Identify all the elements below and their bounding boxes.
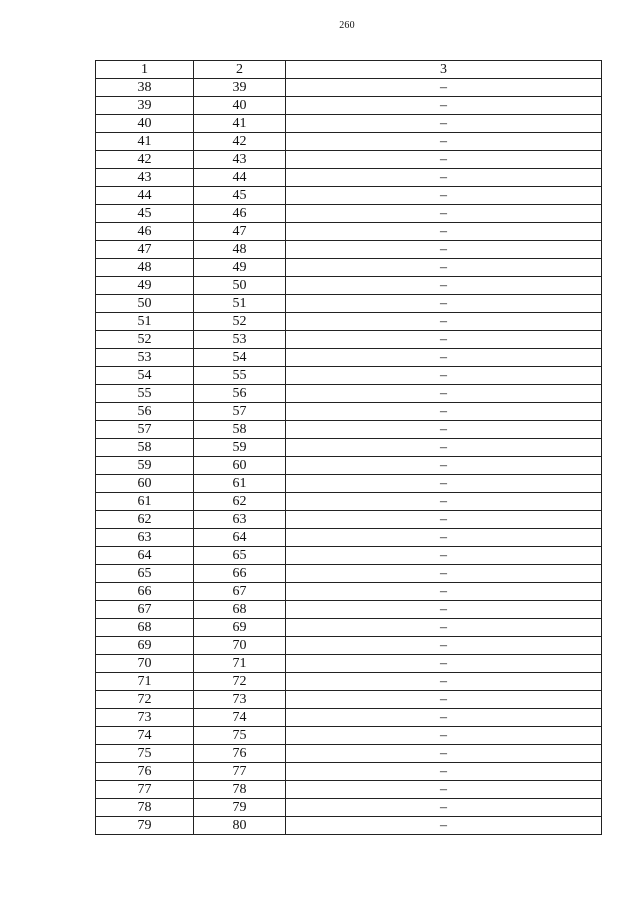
table-cell: – — [286, 403, 602, 421]
table-cell: 47 — [96, 241, 194, 259]
table-cell: 50 — [194, 277, 286, 295]
table-cell: 61 — [194, 475, 286, 493]
table-row — [96, 421, 602, 439]
table-cell: – — [286, 421, 602, 439]
table-cell: – — [286, 799, 602, 817]
table-row — [96, 151, 602, 169]
table-cell: 78 — [194, 781, 286, 799]
table-cell: 60 — [194, 457, 286, 475]
table-cell: 55 — [96, 385, 194, 403]
table-row — [96, 295, 602, 313]
table-cell: 61 — [96, 493, 194, 511]
table-cell: 53 — [96, 349, 194, 367]
table-cell: 77 — [194, 763, 286, 781]
table-cell: 57 — [96, 421, 194, 439]
table-cell: 57 — [194, 403, 286, 421]
table-cell: 39 — [194, 79, 286, 97]
table-row — [96, 727, 602, 745]
table-cell: 68 — [194, 601, 286, 619]
table-cell: – — [286, 367, 602, 385]
table-cell: – — [286, 169, 602, 187]
table-row — [96, 403, 602, 421]
table-cell: – — [286, 511, 602, 529]
table-row — [96, 475, 602, 493]
table-cell: 77 — [96, 781, 194, 799]
table-cell: 73 — [194, 691, 286, 709]
table-cell: 70 — [96, 655, 194, 673]
table-cell: 76 — [96, 763, 194, 781]
table-cell: 64 — [194, 529, 286, 547]
table-row — [96, 349, 602, 367]
column-header: 2 — [194, 61, 286, 79]
table-cell: 79 — [96, 817, 194, 835]
table-row — [96, 673, 602, 691]
table-row — [96, 709, 602, 727]
table-cell: 40 — [96, 115, 194, 133]
table-cell: 49 — [96, 277, 194, 295]
table-cell: 51 — [194, 295, 286, 313]
table-row — [96, 637, 602, 655]
table-cell: 46 — [96, 223, 194, 241]
table-row — [96, 601, 602, 619]
table-row — [96, 223, 602, 241]
table-cell: 56 — [96, 403, 194, 421]
table-cell: – — [286, 475, 602, 493]
table-cell: 59 — [96, 457, 194, 475]
table-cell: – — [286, 79, 602, 97]
table-cell: – — [286, 637, 602, 655]
table-row — [96, 169, 602, 187]
table-cell: – — [286, 619, 602, 637]
table-row — [96, 331, 602, 349]
table-row — [96, 529, 602, 547]
table-row — [96, 745, 602, 763]
table-cell: 49 — [194, 259, 286, 277]
table-row — [96, 367, 602, 385]
table-row — [96, 241, 602, 259]
table-row — [96, 691, 602, 709]
table-cell: 76 — [194, 745, 286, 763]
table-cell: – — [286, 763, 602, 781]
table-cell: 72 — [96, 691, 194, 709]
table-cell: 74 — [96, 727, 194, 745]
table-cell: – — [286, 439, 602, 457]
table-cell: – — [286, 547, 602, 565]
table-row — [96, 115, 602, 133]
table-cell: 52 — [194, 313, 286, 331]
table-cell: 42 — [194, 133, 286, 151]
table-cell: – — [286, 133, 602, 151]
table-row — [96, 511, 602, 529]
table-cell: 72 — [194, 673, 286, 691]
table-cell: – — [286, 493, 602, 511]
table-cell: – — [286, 331, 602, 349]
table-cell: 68 — [96, 619, 194, 637]
table-cell: 59 — [194, 439, 286, 457]
table-row — [96, 781, 602, 799]
table-row — [96, 799, 602, 817]
column-header: 1 — [96, 61, 194, 79]
table-cell: – — [286, 655, 602, 673]
table-cell: 44 — [194, 169, 286, 187]
table-cell: 48 — [194, 241, 286, 259]
table-cell: 45 — [96, 205, 194, 223]
table-cell: 78 — [96, 799, 194, 817]
table-cell: – — [286, 529, 602, 547]
table-row — [96, 583, 602, 601]
table-cell: 43 — [194, 151, 286, 169]
table-cell: 38 — [96, 79, 194, 97]
table-cell: 58 — [194, 421, 286, 439]
table-cell: – — [286, 781, 602, 799]
table-cell: – — [286, 259, 602, 277]
table-cell: – — [286, 241, 602, 259]
table-cell: 43 — [96, 169, 194, 187]
table-cell: – — [286, 223, 602, 241]
table-cell: 48 — [96, 259, 194, 277]
table-cell: 69 — [194, 619, 286, 637]
table-cell: 54 — [96, 367, 194, 385]
table-row — [96, 385, 602, 403]
table-cell: 53 — [194, 331, 286, 349]
table-cell: – — [286, 709, 602, 727]
table-row — [96, 313, 602, 331]
column-header: 3 — [286, 61, 602, 79]
table-row — [96, 457, 602, 475]
table-cell: 64 — [96, 547, 194, 565]
table-cell: 67 — [96, 601, 194, 619]
table-row — [96, 493, 602, 511]
table-body — [96, 79, 602, 835]
table-cell: – — [286, 295, 602, 313]
table-row — [96, 817, 602, 835]
table-cell: 62 — [96, 511, 194, 529]
table-cell: 63 — [96, 529, 194, 547]
table-cell: – — [286, 565, 602, 583]
table-cell: 66 — [96, 583, 194, 601]
table-cell: 54 — [194, 349, 286, 367]
table-cell: 50 — [96, 295, 194, 313]
table-cell: – — [286, 187, 602, 205]
table-cell: 66 — [194, 565, 286, 583]
table-row — [96, 187, 602, 205]
table-cell: 39 — [96, 97, 194, 115]
table-cell: 75 — [96, 745, 194, 763]
table-cell: – — [286, 349, 602, 367]
table-cell: – — [286, 385, 602, 403]
table-cell: 65 — [96, 565, 194, 583]
table-cell: – — [286, 727, 602, 745]
table-cell: 69 — [96, 637, 194, 655]
table-row — [96, 259, 602, 277]
table-cell: 73 — [96, 709, 194, 727]
table-cell: 79 — [194, 799, 286, 817]
table-cell: 67 — [194, 583, 286, 601]
table-cell: 60 — [96, 475, 194, 493]
table-cell: 47 — [194, 223, 286, 241]
table-cell: 56 — [194, 385, 286, 403]
table-row — [96, 763, 602, 781]
table-cell: – — [286, 745, 602, 763]
table-cell: 70 — [194, 637, 286, 655]
table-row — [96, 205, 602, 223]
table-cell: 52 — [96, 331, 194, 349]
table-cell: – — [286, 601, 602, 619]
table-cell: 63 — [194, 511, 286, 529]
table-cell: 41 — [96, 133, 194, 151]
table-cell: – — [286, 277, 602, 295]
table-row — [96, 565, 602, 583]
table-cell: 65 — [194, 547, 286, 565]
table-row — [96, 133, 602, 151]
table-cell: – — [286, 205, 602, 223]
table-row — [96, 277, 602, 295]
table-cell: 75 — [194, 727, 286, 745]
table-cell: 40 — [194, 97, 286, 115]
page-number: 260 — [339, 20, 355, 31]
table-cell: 46 — [194, 205, 286, 223]
table-cell: 80 — [194, 817, 286, 835]
table-cell: – — [286, 817, 602, 835]
table-cell: 58 — [96, 439, 194, 457]
table-row — [96, 439, 602, 457]
table-cell: – — [286, 313, 602, 331]
table-cell: 44 — [96, 187, 194, 205]
table-cell: – — [286, 97, 602, 115]
table-cell: – — [286, 673, 602, 691]
table-cell: – — [286, 691, 602, 709]
table-cell: 62 — [194, 493, 286, 511]
table-row — [96, 79, 602, 97]
table-cell: – — [286, 115, 602, 133]
table-header-row — [96, 61, 602, 79]
table-cell: 74 — [194, 709, 286, 727]
table-cell: – — [286, 583, 602, 601]
table-cell: 55 — [194, 367, 286, 385]
table-cell: – — [286, 457, 602, 475]
table-row — [96, 619, 602, 637]
data-table — [95, 60, 602, 835]
table-cell: 71 — [96, 673, 194, 691]
table-cell: 41 — [194, 115, 286, 133]
table-row — [96, 655, 602, 673]
table-cell: 71 — [194, 655, 286, 673]
table-cell: 42 — [96, 151, 194, 169]
table-row — [96, 97, 602, 115]
table-cell: – — [286, 151, 602, 169]
table-cell: 45 — [194, 187, 286, 205]
table-row — [96, 547, 602, 565]
table-cell: 51 — [96, 313, 194, 331]
